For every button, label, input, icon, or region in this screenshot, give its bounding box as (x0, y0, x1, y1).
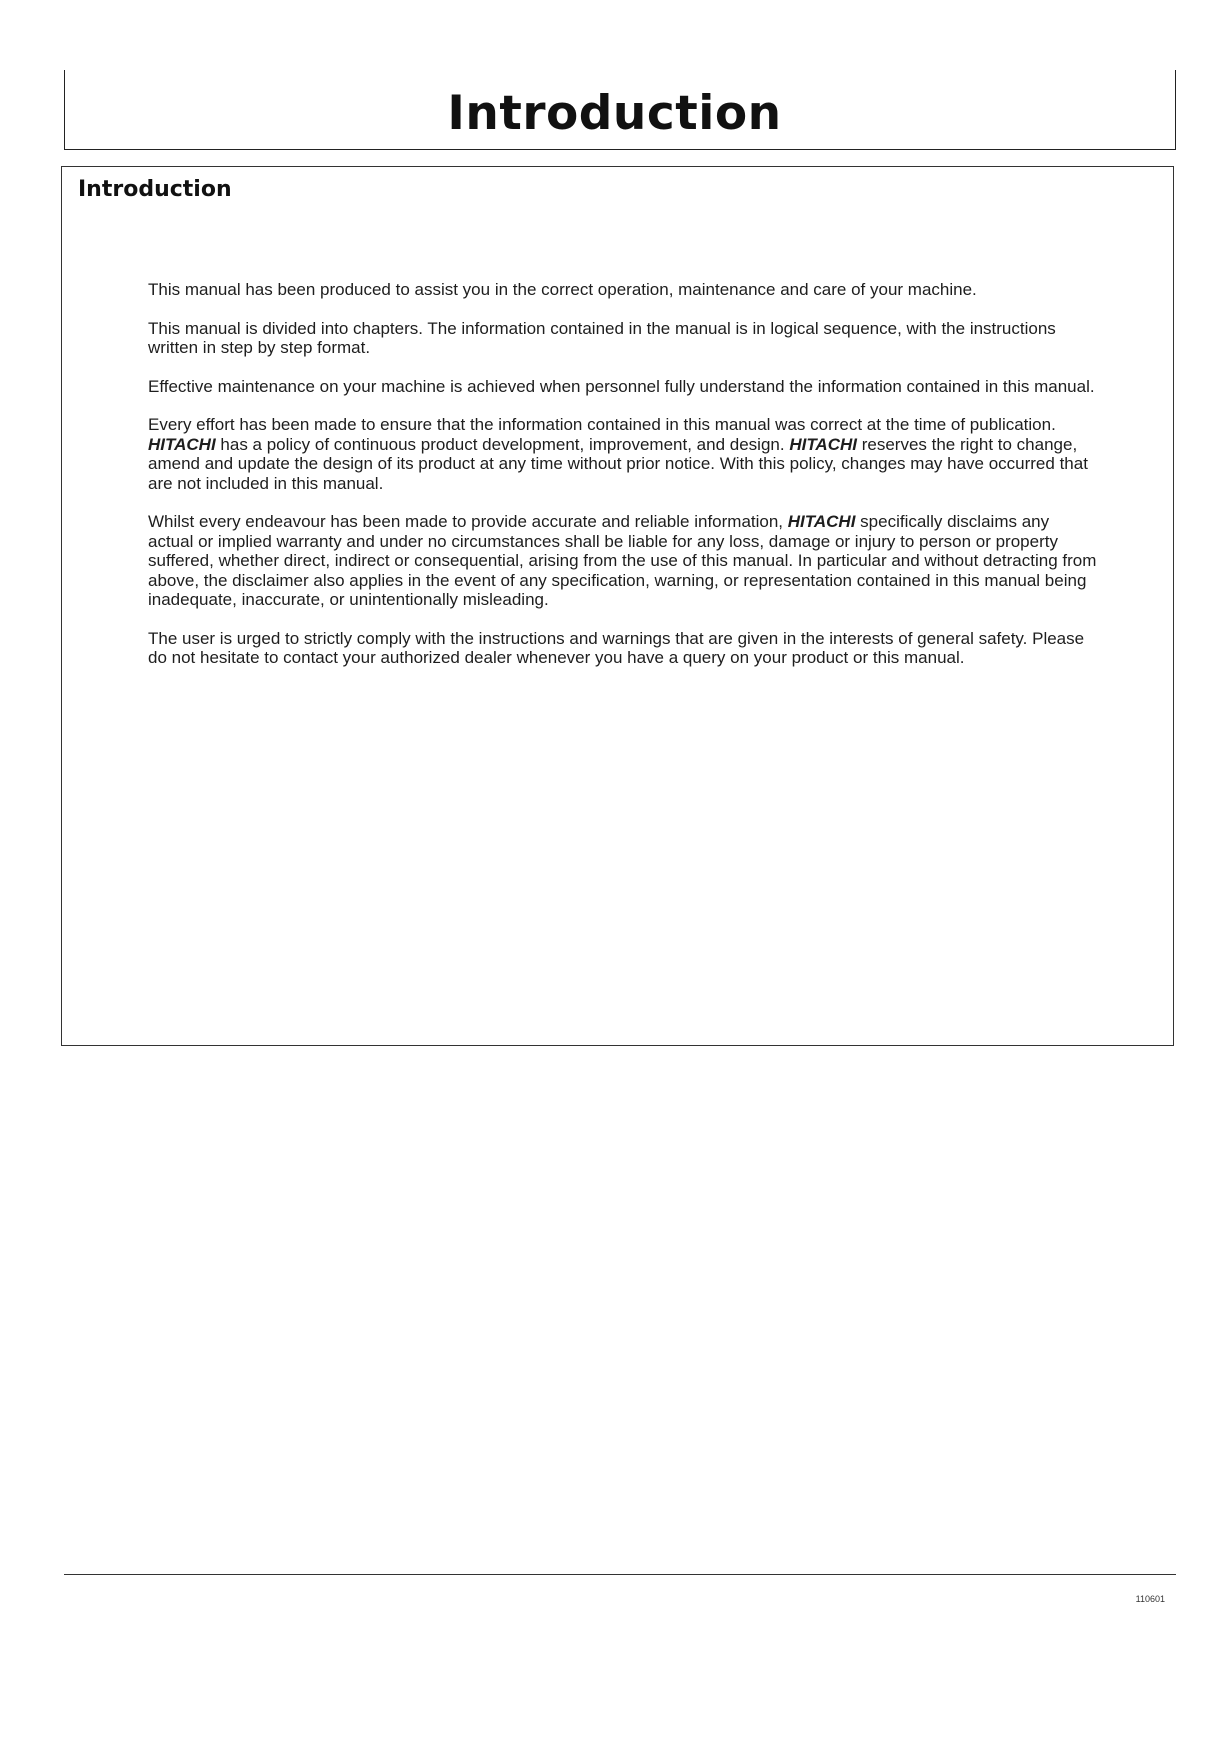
accuracy-text-a: Every effort has been made to ensure that the information contained in this manual was correct at the time of publication. (148, 415, 1056, 434)
disclaimer-text-a: Whilst every endeavour has been made to provide accurate and reliable information, (148, 512, 788, 531)
accuracy-text-c: reserves the right to change, amend and update the design of its product at any time without prior notice. With this policy, changes may have occurred that are not included in this manual. (148, 434, 1088, 493)
brand-name: HITACHI (148, 434, 216, 454)
section-heading: Introduction (78, 177, 232, 202)
brand-name: HITACHI (789, 434, 857, 454)
paragraph-maintenance: Effective maintenance on your machine is achieved when personnel fully understand the information contained in this manual. (148, 376, 1095, 396)
disclaimer-text-b: specifically disclaims any actual or implied warranty and under no circumstances shall be liable for any loss, damage or injury to person or property suffered, whether direct, indirect or consequential, arising from the use of this manual. In particular and without detracting from above, the disclaimer also applies in the event of any specification, warning, or representation contained in this manual being inadequate, inaccurate, or unintentionally misleading. (148, 512, 1097, 609)
page-title: Introduction (447, 86, 782, 141)
footer-code: 110601 (1135, 1594, 1165, 1604)
paragraph-accuracy (148, 415, 1098, 493)
body-text (148, 280, 1098, 687)
footer-rule (64, 1574, 1176, 1575)
paragraph-disclaimer (148, 512, 1098, 610)
brand-name: HITACHI (787, 512, 856, 531)
paragraph-structure: This manual is divided into chapters. The information contained in the manual is in logical sequence, with the instructions written in step by step format. (148, 318, 1056, 357)
paragraph-safety: The user is urged to strictly comply with the instructions and warnings that are given in the interests of general safety. Please do not hesitate to contact your authorized dealer whenever you have a query on your product or this manual. (148, 628, 1085, 667)
accuracy-text-b: has a policy of continuous product development, improvement, and design. (215, 434, 790, 454)
paragraph-purpose: This manual has been produced to assist you in the correct operation, maintenance and care of your machine. (148, 280, 977, 299)
